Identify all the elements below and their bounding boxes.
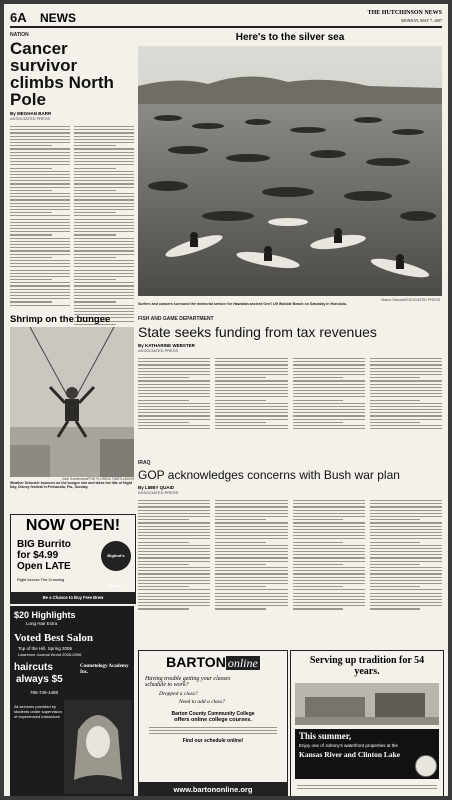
silver-sea-feature xyxy=(138,32,442,310)
story-body-col1 xyxy=(10,124,70,343)
serving-fineprint xyxy=(297,783,437,791)
surfers-photo xyxy=(138,46,442,296)
salon-services: All services provided by students under supervision of experienced instructors xyxy=(14,704,62,719)
salon-model-photo xyxy=(64,700,132,794)
masthead xyxy=(10,10,442,28)
serving-sub: Enjoy one of Johnny's waterfront properties at the xyxy=(299,743,398,748)
shrimp-caption: Weather Schuster bounces on the bungee ride and takes the title of Night Day, Disney festival in Pensacola, Fla., Sunday. xyxy=(10,481,133,489)
salon-top: Top of the Hill, Spring 2006 xyxy=(18,646,73,651)
barton-tag2: schedule to work? xyxy=(145,682,189,688)
serving-summer: This summer, xyxy=(299,731,352,741)
burrito-ad-title: NOW OPEN! xyxy=(25,517,121,534)
story-byline: By MEGHAN BARR xyxy=(10,111,52,116)
serving-logo-icon xyxy=(415,755,437,777)
story-body-col2 xyxy=(74,124,134,343)
burrito-line2: for $4.99 xyxy=(17,550,59,561)
story-kicker: NATION xyxy=(10,32,29,38)
barton-url[interactable]: www.bartononline.org xyxy=(139,782,287,796)
salon-highlights: $20 Highlights xyxy=(14,610,76,620)
tax-byline: By KATHARINE WEBSTER xyxy=(138,343,195,348)
barton-offer: offers online college courses. xyxy=(174,717,252,723)
salon-voted: Voted Best Salon xyxy=(14,632,94,644)
barton-logo xyxy=(139,654,287,672)
section-name: NEWS xyxy=(40,11,76,25)
gop-kicker: IRAQ xyxy=(138,460,151,466)
left-story xyxy=(10,32,134,310)
shrimp-headline: Shrimp on the bungee xyxy=(10,314,111,325)
paper-title: THE HUTCHINSON NEWS xyxy=(367,10,442,16)
gop-byline: By LIBBY QUAID xyxy=(138,485,175,490)
barton-fineprint xyxy=(149,727,277,734)
issue-date: MONDAY, MAY 7, 2007 xyxy=(401,18,442,23)
burrito-line1: BIG Burrito xyxy=(17,539,71,550)
story-headline: Cancer survivor climbs North Pole xyxy=(10,39,114,109)
burrito-line3: Open LATE xyxy=(17,561,71,572)
tax-body xyxy=(138,356,442,431)
barton-tag1: Having trouble getting your classes xyxy=(145,676,231,682)
tax-agency: ASSOCIATED PRESS xyxy=(138,348,179,353)
salon-longhair: Long Hair Extra xyxy=(26,621,58,626)
paper-name xyxy=(368,10,442,25)
serving-place: Kansas River and Clinton Lake xyxy=(299,750,401,759)
tax-headline: State seeks funding from tax revenues xyxy=(138,324,377,340)
photo-credit: Marco Garcia/ASSOCIATED PRESS xyxy=(381,298,440,302)
gop-body xyxy=(138,498,442,612)
page-number: 6A xyxy=(10,10,27,25)
burrito-ad-body xyxy=(17,539,71,572)
burrito-logo: Bigfoot's Burrito xyxy=(101,541,131,571)
salon-always: always $5 xyxy=(16,674,63,685)
tax-story xyxy=(138,316,442,456)
shrimp-credit: John Sunderland/THE FLORIDA TIMES-UNION xyxy=(61,477,134,481)
shrimp-feature xyxy=(10,314,134,504)
story-agency: ASSOCIATED PRESS xyxy=(10,116,51,121)
newspaper-page xyxy=(4,4,448,796)
serving-photo xyxy=(295,683,439,725)
gop-headline: GOP acknowledges concerns with Bush war plan xyxy=(138,468,400,482)
burrito-ad[interactable] xyxy=(10,514,136,604)
barton-find: Find our schedule online! xyxy=(182,738,244,745)
barton-ad[interactable] xyxy=(138,650,288,796)
bungee-photo xyxy=(10,327,134,477)
gop-story xyxy=(138,460,442,646)
barton-tag4: Need to add a class? xyxy=(179,699,225,705)
salon-ljw: Lawrence Journal World 2005-2006 xyxy=(18,652,82,657)
burrito-footer: Be a Chance to Buy Free Brew xyxy=(11,592,135,603)
salon-haircuts: haircuts xyxy=(14,662,53,673)
serving-title: Serving up tradition for 54 years. xyxy=(309,655,425,677)
serving-ad[interactable] xyxy=(290,650,444,796)
gop-agency: ASSOCIATED PRESS xyxy=(138,490,179,495)
barton-brand2: online xyxy=(227,656,258,670)
burrito-line4: Right Across The Crossing xyxy=(17,577,65,582)
barton-brand: BARTON xyxy=(166,654,226,670)
photo-headline: Here's to the silver sea xyxy=(235,32,345,43)
barton-college: Barton County Community College xyxy=(171,711,255,717)
barton-tag3: Dropped a class? xyxy=(159,691,198,697)
photo-caption: Surfers and canoers surround the memorial service for Hawaiian ancient Gen'l Ulf Wobble Beach on Saturday in Honolulu. xyxy=(138,302,348,306)
salon-ad[interactable] xyxy=(10,606,134,796)
salon-school: Cosmetology Academy Inc. xyxy=(80,664,129,675)
salon-phone: 785-749-1488 xyxy=(30,690,59,695)
tax-kicker: FISH AND GAME DEPARTMENT xyxy=(138,316,214,322)
